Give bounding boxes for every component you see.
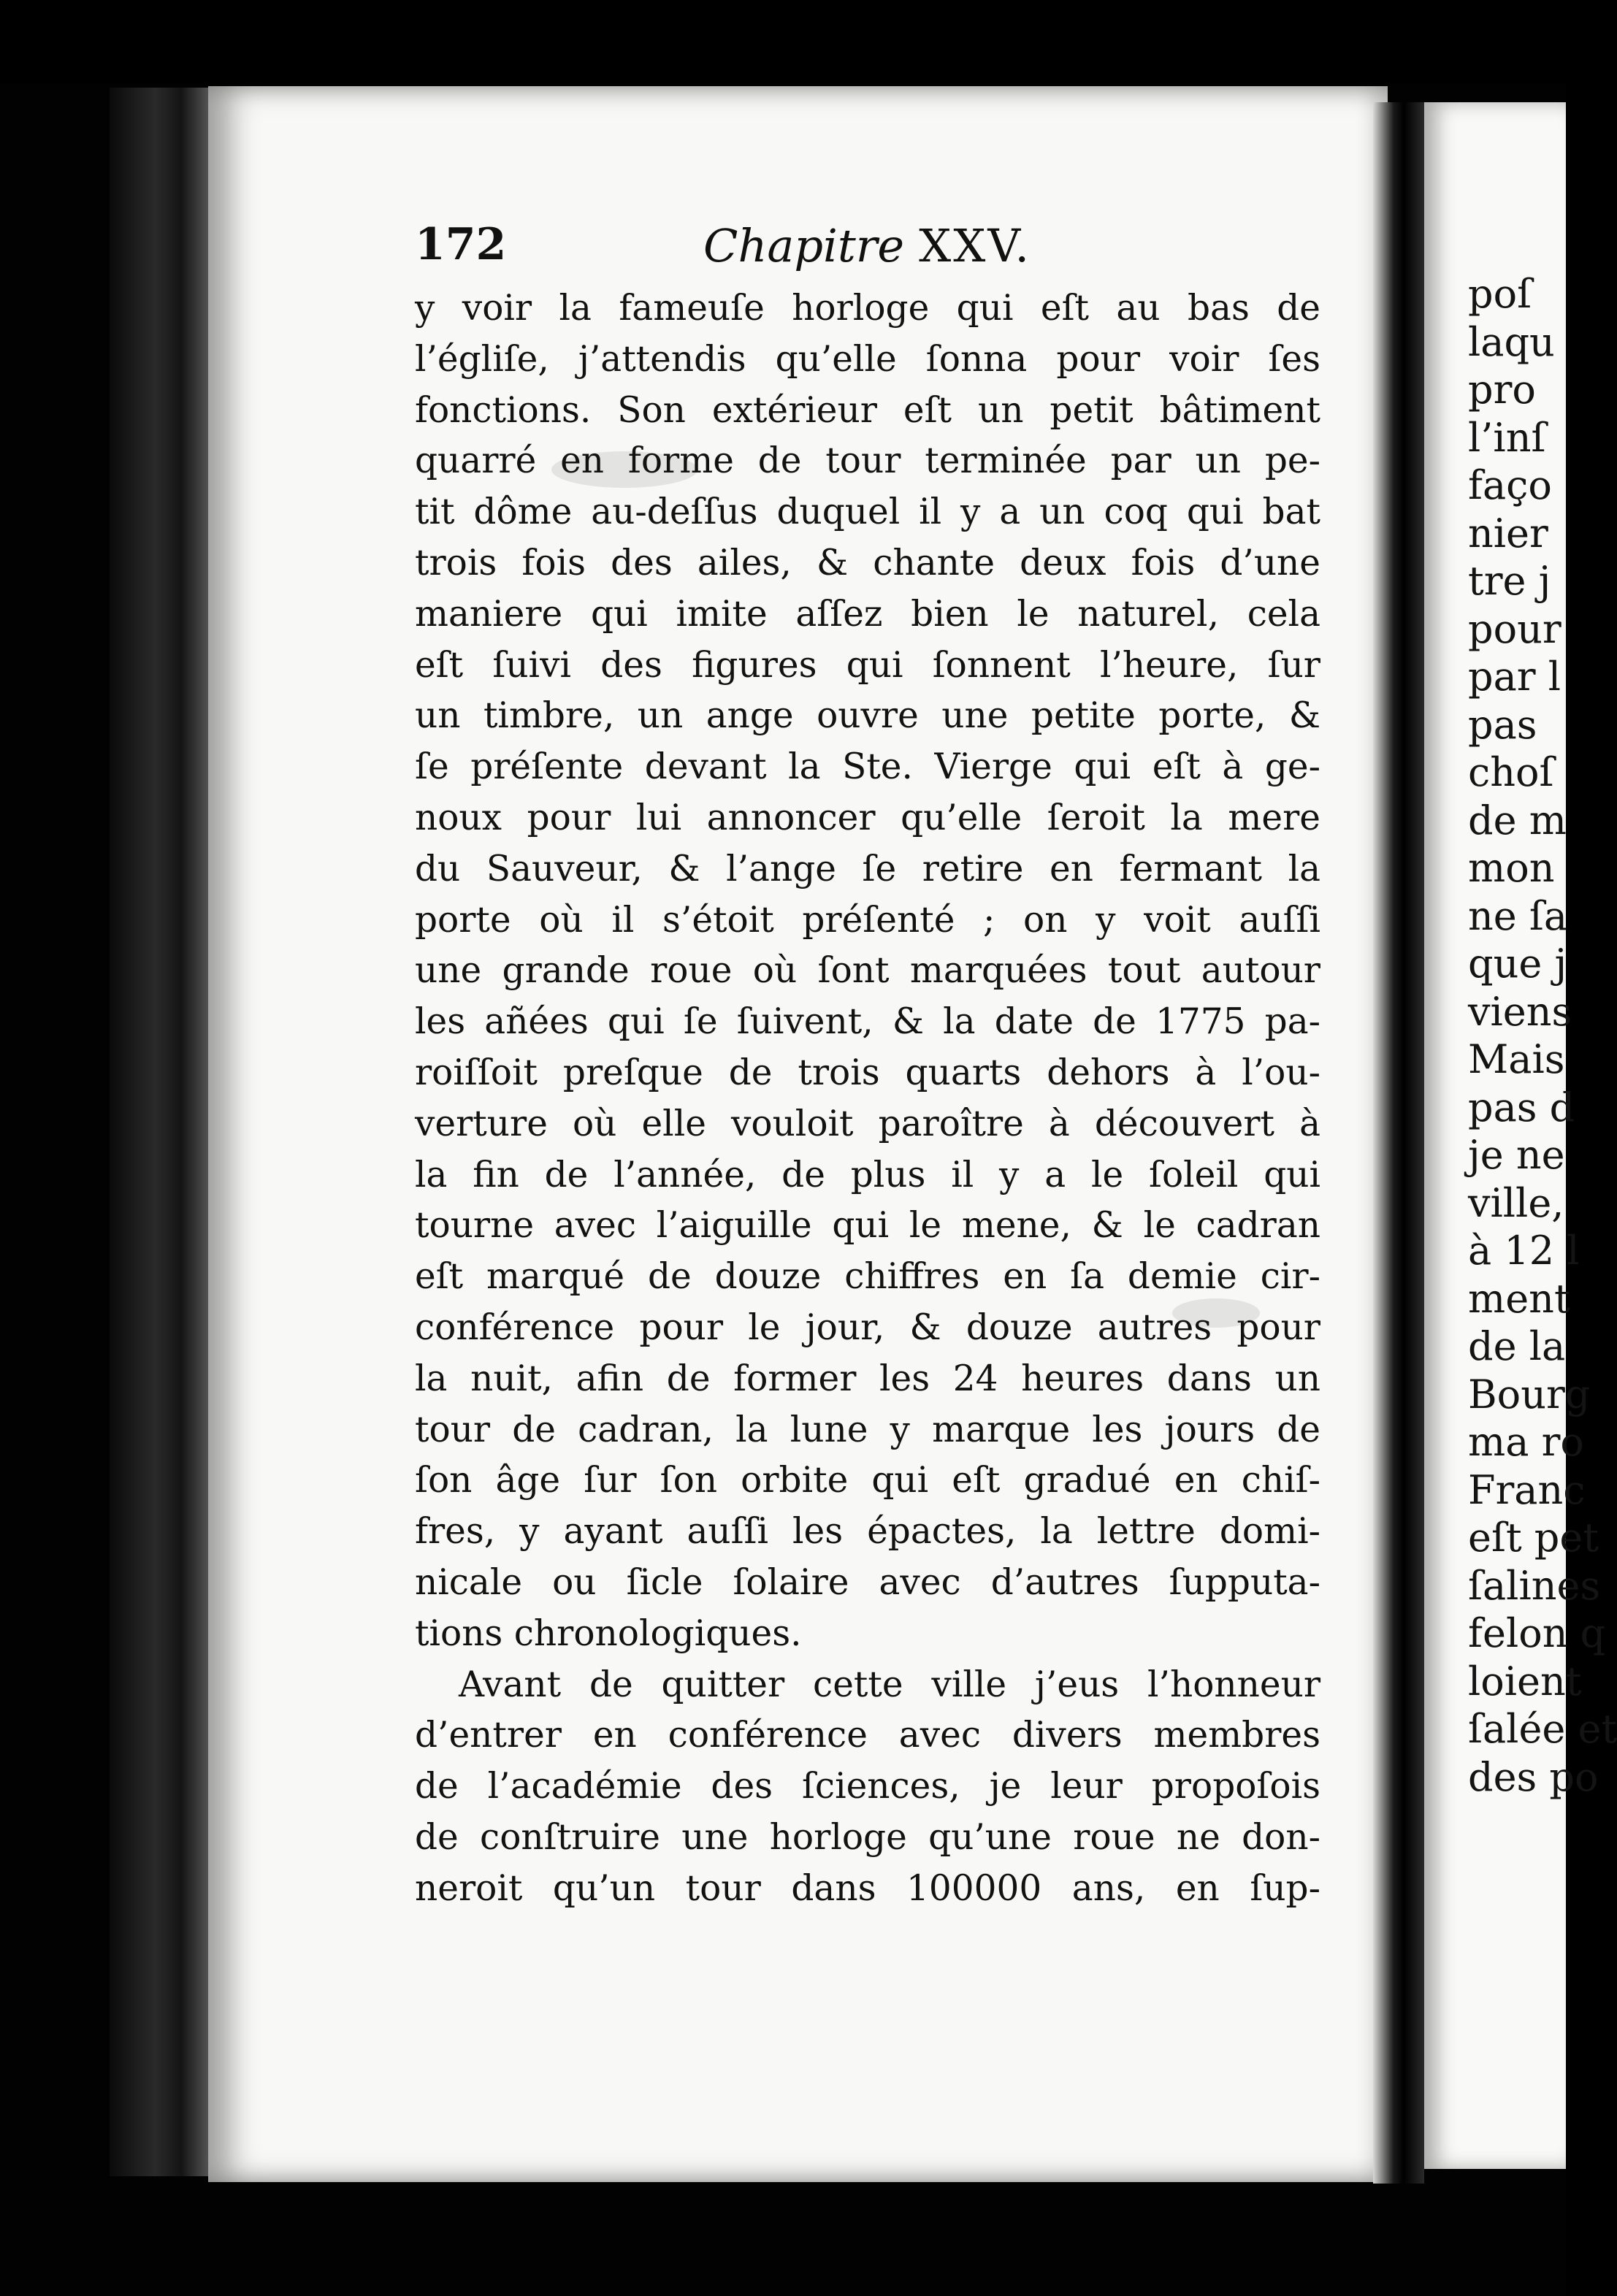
right-text-fragment: Mais [1468, 1036, 1565, 1082]
text-line: nicale ou ſicle ſolaire avec d’autres ſupputa- [415, 1561, 1320, 1603]
text-line: tourne avec l’aiguille qui le mene, & le cadran [415, 1205, 1320, 1247]
chapter-label: Chapitre [703, 219, 905, 272]
text-line: tions chronologiques. [415, 1612, 802, 1654]
right-text-fragment: Bourg [1468, 1371, 1591, 1417]
right-text-fragment: par l [1468, 654, 1561, 700]
right-text-fragment: eſt pet [1468, 1515, 1599, 1561]
right-text-fragment: que j [1468, 941, 1567, 987]
right-page-text [1468, 270, 1617, 1801]
right-text-fragment: ment [1468, 1275, 1570, 1322]
right-text-fragment: pas d [1468, 1084, 1575, 1130]
right-text-fragment: de la [1468, 1323, 1566, 1369]
text-line: d’entrer en conférence avec divers membres [415, 1715, 1320, 1756]
text-line: verture où elle vouloit paroître à découvert à [415, 1103, 1320, 1144]
text-line: un timbre, un ange ouvre une petite porte, & [415, 695, 1320, 737]
text-line: ſe préſente devant la Ste. Vierge qui eſt à ge- [415, 746, 1320, 788]
right-text-fragment: tre j [1468, 558, 1551, 604]
text-line: de l’académie des ſciences, je leur propoſois [415, 1766, 1320, 1807]
text-line: maniere qui imite aſſez bien le naturel, cela [415, 593, 1320, 635]
text-line: du Sauveur, & l’ange ſe retire en fermant la [415, 848, 1320, 889]
text-line: tour de cadran, la lune y marque les jours de [415, 1409, 1320, 1450]
right-text-fragment: ſalée et [1468, 1706, 1617, 1752]
right-text-fragment: l’inſ [1468, 414, 1546, 461]
text-line: eſt marqué de douze chiffres en ſa demie cir- [415, 1256, 1320, 1298]
text-line: y voir la fameuſe horloge qui eſt au bas de [415, 288, 1320, 329]
text-line: roiſſoit preſque de trois quarts dehors à l’ou- [415, 1052, 1320, 1093]
book-edge-left [110, 88, 212, 2176]
right-text-fragment: nier [1468, 510, 1548, 556]
page-number: 172 [415, 219, 507, 270]
text-line: noux pour lui annoncer qu’elle ſeroit la mere [415, 797, 1320, 838]
right-text-fragment: de m [1468, 797, 1567, 843]
text-line: trois fois des ailes, & chante deux fois d’une [415, 542, 1320, 583]
text-line: eſt ſuivi des figures qui ſonnent l’heure, ſur [415, 644, 1320, 686]
text-line: la nuit, afin de former les 24 heures dans un [415, 1358, 1320, 1399]
right-text-fragment: ſalines [1468, 1562, 1601, 1609]
text-line: fres, y ayant auſſi les épactes, la lettre domi- [415, 1511, 1320, 1553]
right-text-fragment: à 12 l [1468, 1228, 1580, 1274]
right-text-fragment: loient [1468, 1658, 1582, 1704]
text-line: Avant de quitter cette ville j’eus l’honneur [459, 1664, 1320, 1705]
book-gutter [1373, 102, 1424, 2184]
scan-border-top [0, 0, 1566, 84]
right-text-fragment: Franc [1468, 1466, 1586, 1513]
right-text-fragment: des po [1468, 1753, 1599, 1800]
text-line: une grande roue où ſont marquées tout autour [415, 950, 1320, 992]
right-text-fragment: ne ſa [1468, 892, 1568, 939]
text-line: la fin de l’année, de plus il y a le ſoleil qui [415, 1154, 1320, 1195]
text-line: ſon âge ſur ſon orbite qui eſt gradué en chiſ- [415, 1460, 1320, 1501]
text-line: de conſtruire une horloge qu’une roue ne don- [415, 1816, 1320, 1858]
text-line: les añées qui ſe ſuivent, & la date de 1775 pa- [415, 1001, 1320, 1043]
text-line: fonctions. Son extérieur eſt un petit bâtiment [415, 389, 1320, 431]
running-head [415, 219, 1320, 278]
right-text-fragment: pro [1468, 367, 1536, 413]
right-text-fragment: poſ [1468, 271, 1532, 317]
right-text-fragment: ma ro [1468, 1419, 1584, 1465]
text-line: tit dôme au-deſſus duquel il y a un coq qui bat [415, 491, 1320, 533]
chapter-title [703, 219, 1031, 272]
right-text-fragment: felon q [1468, 1610, 1606, 1656]
text-line: porte où il s’étoit préſenté ; on y voit auſſi [415, 899, 1320, 941]
right-text-fragment: choſ [1468, 749, 1554, 795]
chapter-number: XXV. [919, 219, 1032, 272]
right-text-fragment: ville, [1468, 1179, 1564, 1226]
right-text-fragment: mon [1468, 845, 1555, 891]
body-text [415, 283, 1320, 1915]
right-text-fragment: faço [1468, 462, 1552, 508]
text-line: l’égliſe, j’attendis qu’elle ſonna pour voir ſes [415, 338, 1320, 380]
text-line: neroit qu’un tour dans 100000 ans, en ſup- [415, 1867, 1320, 1909]
right-text-fragment: viens [1468, 988, 1572, 1035]
right-text-fragment: pour [1468, 605, 1561, 652]
right-text-fragment: pas [1468, 701, 1537, 748]
text-line: quarré en forme de tour terminée par un pe- [415, 440, 1320, 482]
right-text-fragment: laqu [1468, 318, 1555, 365]
right-text-fragment: je ne [1468, 1132, 1565, 1178]
text-line: conférence pour le jour, & douze autres pour [415, 1306, 1320, 1348]
